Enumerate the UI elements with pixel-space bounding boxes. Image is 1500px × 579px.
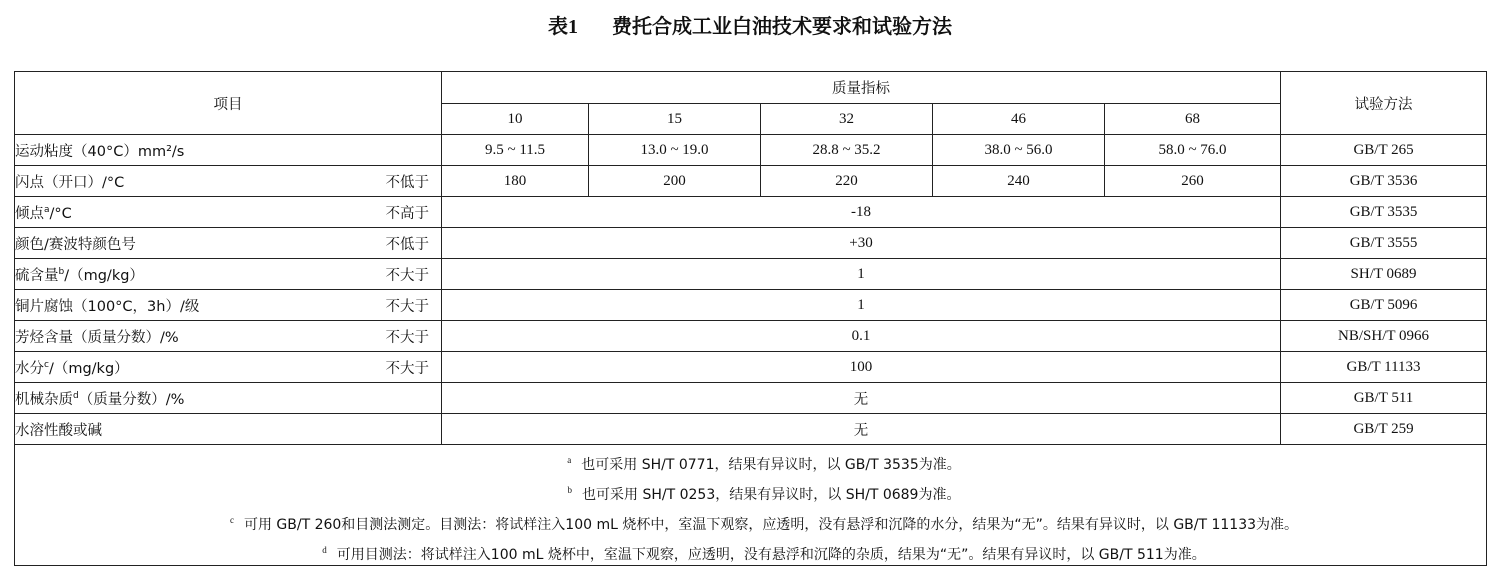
method-cell: GB/T 511 [1281, 383, 1487, 414]
value-cell-merged: 1 [442, 259, 1281, 290]
table-row [15, 135, 1487, 166]
value-cell-merged: +30 [442, 228, 1281, 259]
footnote-mark: a [44, 204, 50, 215]
grade-cell: 10 [442, 104, 589, 135]
notes-row [15, 445, 1487, 566]
value-cell-merged: -18 [442, 197, 1281, 228]
item-cell [15, 135, 442, 166]
method-cell: SH/T 0689 [1281, 259, 1487, 290]
value-cell: 180 [442, 166, 589, 197]
method-cell: GB/T 259 [1281, 414, 1487, 445]
method-cell: GB/T 11133 [1281, 352, 1487, 383]
grade-cell: 68 [1105, 104, 1281, 135]
item-unit: /°C [49, 205, 72, 222]
footnote-text: 也可采用 SH/T 0771，结果有异议时，以 GB/T 3535为准。 [581, 457, 961, 473]
item-label-text: 水溶性酸或碱 [15, 422, 102, 439]
item-cell [15, 352, 442, 383]
footnote-mark: b [58, 266, 65, 277]
item-label [15, 419, 102, 440]
limit-condition: 不低于 [385, 174, 429, 191]
limit-condition: 不大于 [385, 267, 429, 284]
item-cell [15, 228, 442, 259]
footnote-text: 可用 GB/T 260和目测法测定。目测法：将试样注入100 mL 烧杯中，室温下观察，应透明，没有悬浮和沉降的水分，结果为“无”。结果有异议时，以 GB/T 11133为准。 [243, 517, 1299, 533]
limit-condition: 不大于 [385, 360, 429, 377]
value-cell-merged: 100 [442, 352, 1281, 383]
value-cell-merged: 1 [442, 290, 1281, 321]
footnote [15, 445, 1486, 475]
item-label [15, 233, 136, 254]
grade-cell: 46 [933, 104, 1105, 135]
item-label-text: 运动粘度（40°C）mm²/s [15, 143, 185, 160]
item-label [15, 202, 72, 223]
method-cell: GB/T 5096 [1281, 290, 1487, 321]
method-cell: NB/SH/T 0966 [1281, 321, 1487, 352]
item-cell [15, 290, 442, 321]
footnotes [15, 445, 1487, 566]
spec-table [14, 71, 1487, 566]
grade-cell: 15 [589, 104, 761, 135]
item-cell [15, 259, 442, 290]
item-label-text: 倾点 [15, 205, 44, 222]
header-row-1 [15, 72, 1487, 104]
item-label-text: 闪点（开口）/°C [15, 174, 125, 191]
footnote-mark: c [44, 359, 49, 370]
method-cell: GB/T 3555 [1281, 228, 1487, 259]
table-row [15, 290, 1487, 321]
table-row [15, 166, 1487, 197]
item-cell [15, 197, 442, 228]
item-label [15, 171, 124, 192]
value-cell-merged: 0.1 [442, 321, 1281, 352]
item-label [15, 326, 179, 347]
header-method: 试验方法 [1281, 72, 1487, 135]
limit-condition: 不大于 [385, 298, 429, 315]
table-row [15, 321, 1487, 352]
item-label-text: 机械杂质 [15, 391, 73, 408]
item-label-text: 铜片腐蚀（100°C，3h）/级 [15, 298, 200, 315]
value-cell: 200 [589, 166, 761, 197]
footnote [15, 535, 1486, 565]
value-cell-merged: 无 [442, 414, 1281, 445]
header-quality: 质量指标 [442, 72, 1281, 104]
table-row [15, 228, 1487, 259]
grade-cell: 32 [761, 104, 933, 135]
item-cell [15, 383, 442, 414]
item-cell [15, 321, 442, 352]
item-label [15, 264, 144, 285]
value-cell: 58.0 ~ 76.0 [1105, 135, 1281, 166]
footnote [15, 475, 1486, 505]
item-label-text: 颜色/赛波特颜色号 [15, 236, 136, 253]
item-label [15, 388, 184, 409]
item-label [15, 357, 129, 378]
value-cell: 260 [1105, 166, 1281, 197]
value-cell: 240 [933, 166, 1105, 197]
table-row [15, 259, 1487, 290]
footnote-mark: c [229, 515, 234, 525]
value-cell: 220 [761, 166, 933, 197]
item-unit: /（mg/kg） [64, 267, 144, 284]
footnote-mark: d [322, 545, 327, 555]
item-label-text: 水分 [15, 360, 44, 377]
method-cell: GB/T 3536 [1281, 166, 1487, 197]
value-cell: 38.0 ~ 56.0 [933, 135, 1105, 166]
item-label [15, 295, 199, 316]
footnote-mark: b [567, 485, 573, 495]
limit-condition: 不大于 [385, 329, 429, 346]
method-cell: GB/T 265 [1281, 135, 1487, 166]
item-unit: /（mg/kg） [48, 360, 129, 377]
table-row [15, 414, 1487, 445]
value-cell: 13.0 ~ 19.0 [589, 135, 761, 166]
method-cell: GB/T 3535 [1281, 197, 1487, 228]
table-row [15, 197, 1487, 228]
item-cell [15, 166, 442, 197]
item-label-text: 芳烃含量（质量分数）/% [15, 329, 179, 346]
limit-condition: 不高于 [385, 205, 429, 222]
table-row [15, 383, 1487, 414]
limit-condition: 不低于 [385, 236, 429, 253]
table-title [0, 12, 1500, 41]
table-number: 表1 [548, 16, 578, 38]
value-cell: 9.5 ~ 11.5 [442, 135, 589, 166]
item-label-text: 硫含量 [15, 267, 59, 284]
value-cell: 28.8 ~ 35.2 [761, 135, 933, 166]
footnote-mark: d [73, 390, 79, 401]
item-label [15, 140, 184, 161]
footnote-mark: a [567, 455, 572, 465]
table-row [15, 352, 1487, 383]
table-title-text: 费托合成工业白油技术要求和试验方法 [612, 14, 952, 38]
item-cell [15, 414, 442, 445]
item-unit: （质量分数）/% [78, 391, 185, 408]
value-cell-merged: 无 [442, 383, 1281, 414]
footnote-text: 可用目测法：将试样注入100 mL 烧杯中，室温下观察，应透明，没有悬浮和沉降的杂质，结果为“无”。结果有异议时，以 GB/T 511为准。 [336, 547, 1206, 563]
footnote [15, 505, 1486, 535]
header-item: 项目 [15, 72, 442, 135]
footnote-text: 也可采用 SH/T 0253，结果有异议时，以 SH/T 0689为准。 [582, 487, 961, 503]
